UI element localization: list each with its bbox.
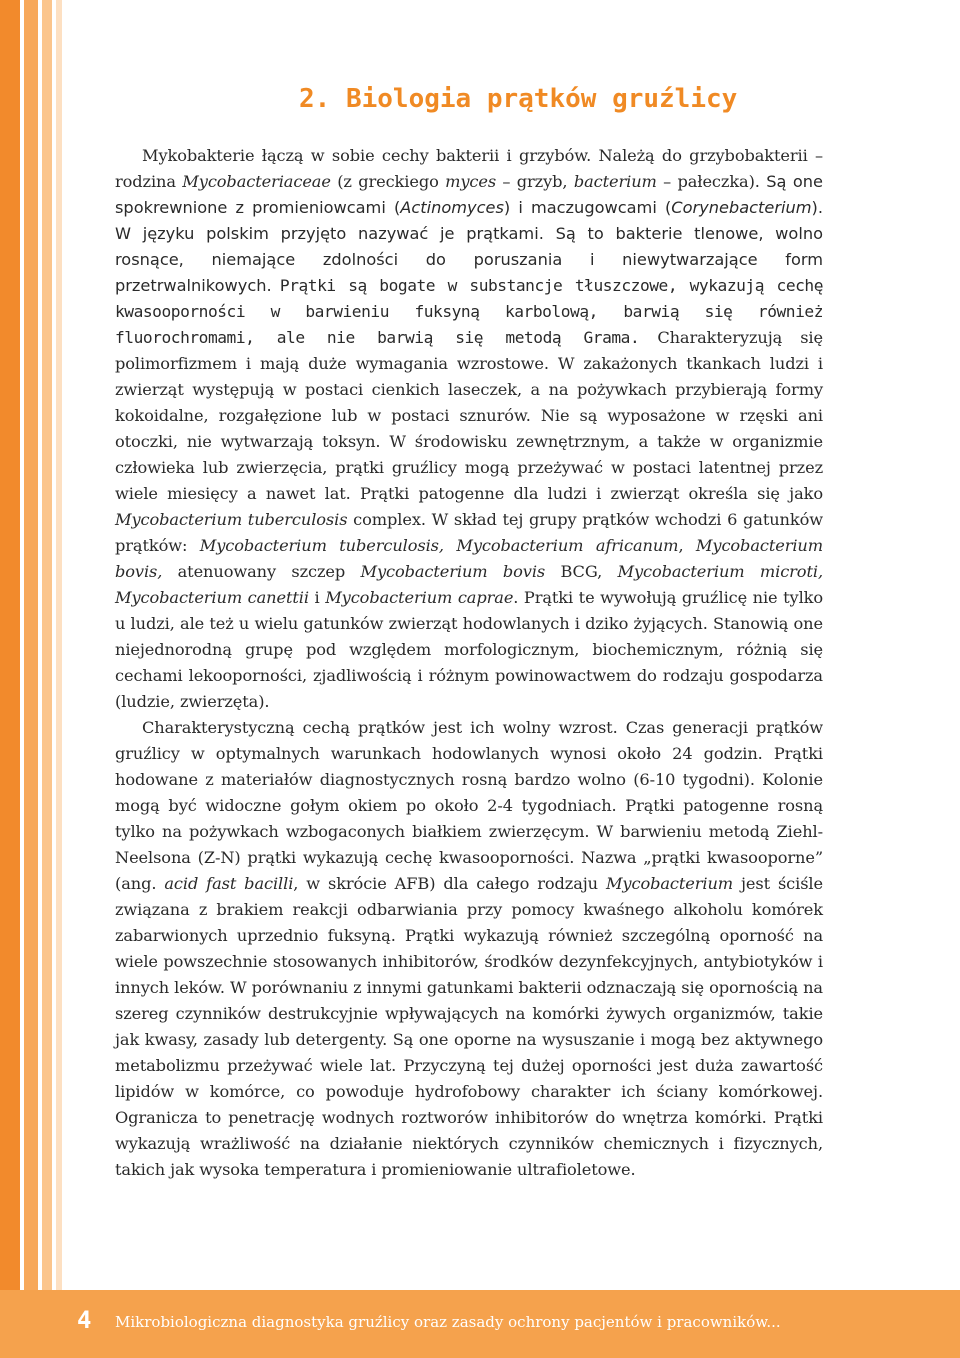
running-title: Mikrobiologiczna diagnostyka gruźlicy oraz zasady ochrony pacjentów i pracowników... [115, 1313, 781, 1331]
paragraph-run: – grzyb, [496, 172, 574, 191]
paragraph-run: (z greckiego [330, 172, 446, 191]
paragraph-run: Prątki są bogate w substancje tłuszczowe, wykazują cechę kwasooporności w barwieniu fuksyną karbolową, barwią się również fluorochromami, ale nie barwią się metodą Grama. [115, 276, 823, 347]
paragraph-run: bacterium [573, 172, 657, 191]
paragraph-run: BCG, [545, 562, 618, 581]
body-text [115, 143, 823, 1183]
paragraph-run: Mykobakterie łączą w sobie cechy bakterii i grzybów. Należą do grzybobakterii – rodzina [115, 146, 823, 191]
body-paragraph [115, 715, 823, 1183]
paragraph-run: Mycobacterium [605, 874, 734, 893]
paragraph-run: Actinomyces [400, 198, 504, 217]
footer-band [0, 1290, 960, 1358]
paragraph-run: , w skrócie AFB) dla całego rodzaju [293, 874, 606, 893]
paragraph-run: Mycobacteriaceae [182, 172, 331, 191]
paragraph-run: ) i maczugowcami ( [503, 198, 672, 217]
paragraph-run: Charakterystyczną cechą prątków jest ich wolny wzrost. Czas generacji prątków gruźlicy w optymalnych warunkach hodowlanych wynosi około 24 godzin. Prątki hodowane z materiałów diagnostycznych rosną bardzo wolno (6-10 tygodni). Kolonie mogą być widoczne gołym okiem po około 2-4 tygodniach. Prątki patogenne rosną tylko na pożywkach wzbogaconych białkiem zwierzęcym. W barwieniu metodą Ziehl-Neelsona (Z-N) prątki wykazują cechę kwasooporności. Nazwa „prątki kwasooporne” (ang. [115, 718, 823, 893]
paragraph-run: Mycobacterium tuberculosis [115, 510, 348, 529]
decorative-side-stripes [0, 0, 70, 1290]
paragraph-run: jest ściśle związana z brakiem reakcji odbarwiania przy pomocy kwaśnego alkoholu komórek zabarwionych uprzednio fuksyną. Prątki wykazują również szczególną oporność na wiele powszechnie stosowanych inhibitorów, środków dezynfekcyjnych, antybiotyków i innych leków. W porównaniu z innymi gatunkami bakterii odznaczają się opornością na szereg czynników destrukcyjnie wpływających na komórki żywych organizmów, takie jak kwasy, zasady lub detergenty. Są one oporne na wysuszanie i mogą bez aktywnego metabolizmu przeżywać wiele lat. Przyczyną tej dużej oporności jest duża zawartość lipidów w komórce, co powoduje hydrofobowy charakter ich ściany komórkowej. Ogranicza to penetrację wodnych roztworów inhibitorów do wnętrza komórki. Prątki wykazują wrażliwość na działanie niektórych czynników chemicznych i fizycznych, takich jak wysoka temperatura i promieniowanie ultrafioletowe. [115, 874, 823, 1179]
paragraph-run: – pałeczka). [656, 172, 767, 191]
paragraph-run: myces [445, 172, 497, 191]
paragraph-run: Corynebacterium [671, 198, 812, 217]
paragraph-run: . Prątki te wywołują gruźlicę nie tylko u ludzi, ale też u wielu gatunków zwierząt hodowlanych i dziko żyjących. Stanowią one niejednorodną grupę pod względem morfologicznym, biochemicznym, różnią się cechami lekooporności, zjadliwością i różnym powinowactwem do rodzaju gospodarza (ludzie, zwierzęta). [115, 588, 823, 711]
paragraph-run: complex. W skład tej grupy prątków wchodzi 6 gatunków prątków: [115, 510, 823, 555]
paragraph-run: atenuowany szczep [162, 562, 361, 581]
paragraph-run: ). W języku polskim przyjęto nazywać je prątkami. Są to bakterie tlenowe, wolno rosnące, niemające zdolności do poruszania i niewytwarzające form przetrwalnikowych. [115, 198, 823, 295]
body-paragraph [115, 143, 823, 715]
page-number: 4 [77, 1306, 92, 1334]
paragraph-run: Charakteryzują się polimorfizmem i mają duże wymagania wzrostowe. W zakażonych tkankach ludzi i zwierząt występują w postaci cienkich laseczek, a na pożywkach przybierają formy kokoidalne, rozgałęzione lub w postaci sznurów. Nie są wyposażone w rzęski ani otoczki, nie wytwarzają toksyn. W środowisku zewnętrznym, a także w organizmie człowieka lub zwierzęcia, prątki gruźlicy mogą przeżywać w postaci latentnej przez wiele miesięcy a nawet lat. Prątki patogenne dla ludzi i zwierząt określa się jako [115, 328, 823, 503]
paragraph-run: acid fast bacilli [164, 874, 294, 893]
paragraph-run: Mycobacterium caprae [325, 588, 514, 607]
paragraph-run: Są one spokrewnione z promieniowcami ( [115, 172, 823, 217]
paragraph-run: i [308, 588, 326, 607]
paragraph-run: Mycobacterium bovis [360, 562, 546, 581]
paragraph-run: Mycobacterium bovis, [115, 536, 824, 581]
section-heading: 2. Biologia prątków gruźlicy [299, 84, 738, 114]
paragraph-run: Mycobacterium microti, Mycobacterium canettii [115, 562, 823, 607]
paragraph-run [272, 276, 280, 295]
paragraph-run: , [678, 536, 696, 555]
paragraph-run: Mycobacterium tuberculosis, Mycobacterium africanum [199, 536, 679, 555]
